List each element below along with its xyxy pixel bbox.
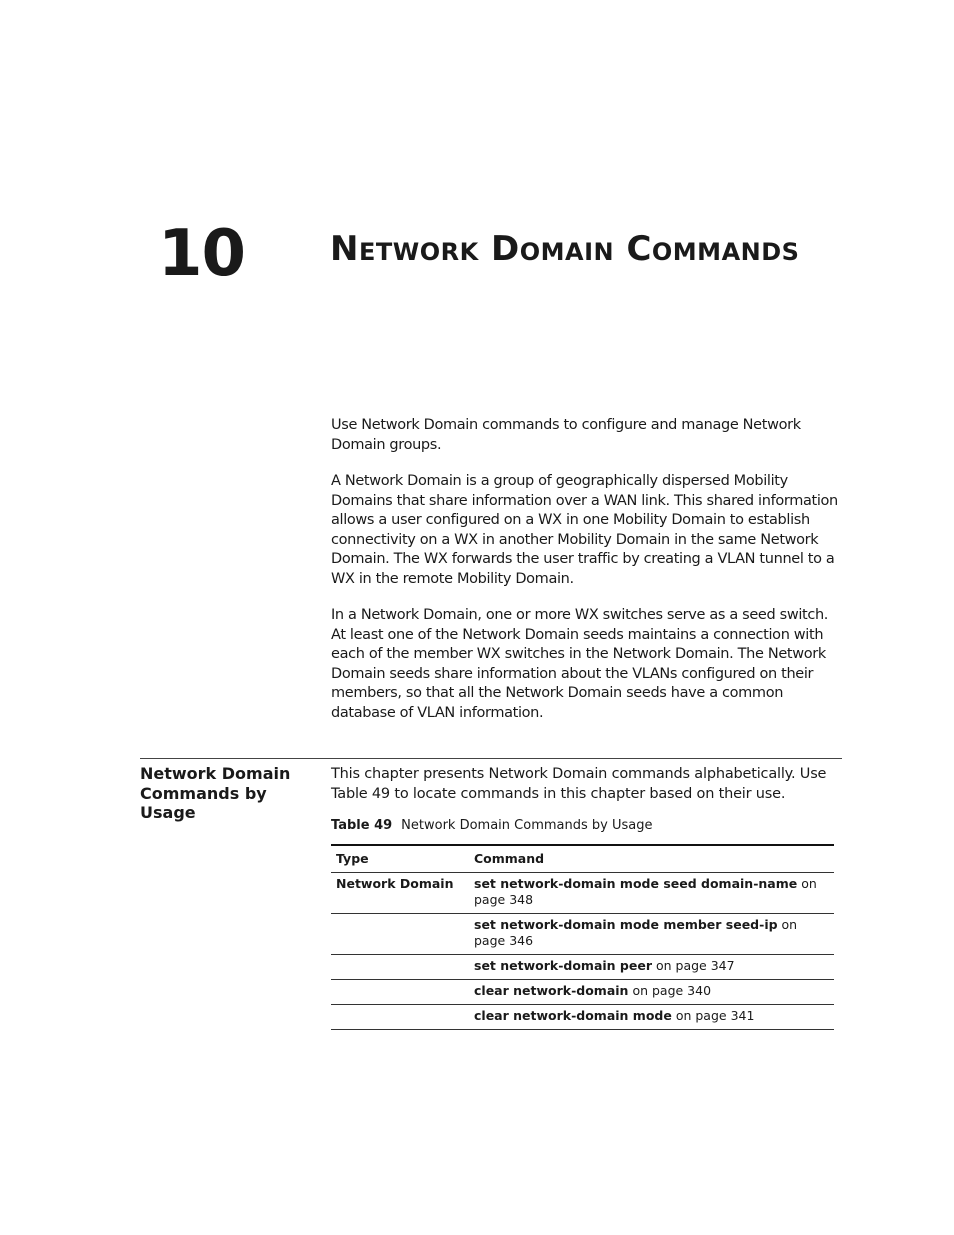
section-divider (140, 758, 842, 759)
table-row (331, 980, 834, 1005)
page-reference: on page 348 (474, 876, 817, 907)
page-reference: on page 340 (628, 983, 712, 998)
section-heading: Network Domain Commands by Usage (140, 764, 291, 822)
table-row (331, 955, 834, 980)
row-command-cell (469, 873, 834, 914)
command-link[interactable]: set network-domain peer (474, 958, 652, 973)
table-row (331, 1005, 834, 1030)
row-type: Network Domain (331, 873, 469, 914)
row-type (331, 955, 469, 980)
table-row (331, 914, 834, 955)
row-command-cell (469, 914, 834, 955)
row-command-cell (469, 1005, 834, 1030)
row-type (331, 1005, 469, 1030)
table-row (331, 873, 834, 914)
command-link[interactable]: clear network-domain (474, 983, 629, 998)
section-body: This chapter presents Network Domain commands alphabetically. Use Table 49 to locate commands in this chapter based on their use. (331, 766, 827, 802)
table-caption-text: Network Domain Commands by Usage (401, 818, 653, 833)
commands-table (331, 844, 834, 1030)
intro-text (331, 416, 841, 740)
page-reference: on page 341 (671, 1008, 755, 1023)
row-command-cell (469, 980, 834, 1005)
intro-paragraph: Use Network Domain commands to configure and manage Network Domain groups. (331, 417, 801, 453)
column-header-type: Type (331, 845, 469, 873)
table-caption-label: Table 49 (331, 818, 393, 833)
command-link[interactable]: set network-domain mode member seed-ip (474, 917, 778, 932)
column-header-command: Command (469, 845, 834, 873)
command-link[interactable]: clear network-domain mode (474, 1008, 672, 1023)
intro-paragraph: A Network Domain is a group of geographically dispersed Mobility Domains that share information over a WAN link. This shared information allows a user configured on a WX in one Mobility Domain to establish connectivity on a WX in another Mobility Domain in the same Network Domain. The WX forwards the user traffic by creating a VLAN tunnel to a WX in the remote Mobility Domain. (331, 473, 838, 587)
page-reference: on page 346 (474, 917, 798, 948)
chapter-number: 10 (158, 217, 246, 291)
intro-paragraph: In a Network Domain, one or more WX switches serve as a seed switch. At least one of the Network Domain seeds maintains a connection with each of the member WX switches in the Network Domain. The Network Domain seeds share information about the VLANs configured on their members, so that all the Network Domain seeds have a common database of VLAN information. (331, 607, 829, 721)
command-link[interactable]: set network-domain mode seed domain-name (474, 876, 798, 891)
row-type (331, 980, 469, 1005)
table-caption (331, 818, 652, 833)
chapter-title: Network Domain Commands (330, 229, 800, 269)
row-type (331, 914, 469, 955)
table-header-row (331, 845, 834, 873)
row-command-cell (469, 955, 834, 980)
page-reference: on page 347 (652, 958, 735, 973)
